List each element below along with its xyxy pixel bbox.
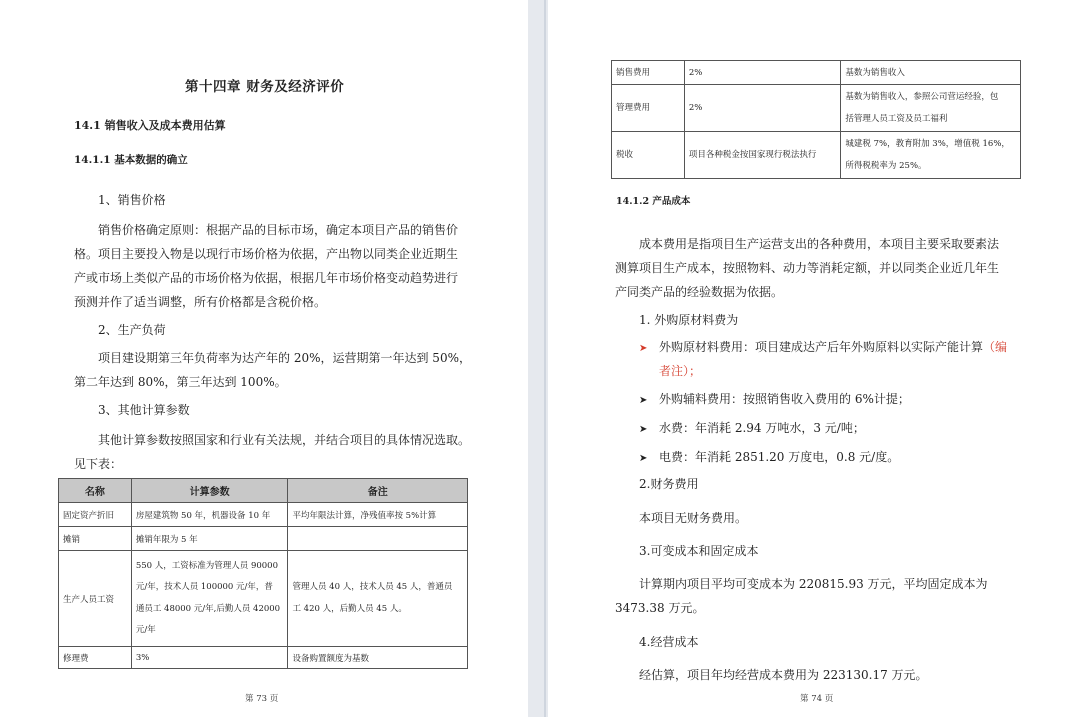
row-note: [841, 85, 1021, 132]
table-row: [59, 527, 468, 551]
sub3-line-2: 3473.38 万元。: [615, 601, 705, 615]
table-row: [59, 551, 468, 647]
row-name: 销售费用: [612, 61, 685, 85]
row-note-line: 括管理人员工资及员工福利: [845, 114, 948, 124]
table-header-note: 备注: [288, 479, 468, 503]
row-param: 摊销年限为 5 年: [131, 527, 288, 551]
arrow-right-icon: ➤: [639, 453, 648, 464]
row-note-line: 工 420 人，后勤人员 45 人。: [292, 603, 407, 614]
row-name: 固定资产折旧: [59, 503, 132, 527]
row-note: 基数为销售收入: [841, 61, 1021, 85]
item3-heading: 3、其他计算参数: [98, 403, 190, 417]
row-param: 2%: [684, 85, 841, 132]
sub4-text: 经估算，项目年均经营成本费用为 223130.17 万元。: [639, 668, 928, 682]
bullet-item: [639, 335, 1007, 362]
page-73: [0, 0, 528, 717]
page-74: [548, 0, 1080, 717]
arrow-right-icon: ➤: [639, 395, 648, 406]
row-param: 项目各种税金按国家现行税法执行: [684, 132, 841, 179]
table-row: [59, 647, 468, 669]
table-row: [59, 503, 468, 527]
row-param-line: 550 人，工资标准为管理人员 90000: [135, 560, 278, 571]
sub3-line-1: 计算期内项目平均可变成本为 220815.93 万元，平均固定成本为: [639, 577, 988, 591]
bullet-text: 外购原材料费用：项目建成达产后年外购原料以实际产能计算: [659, 340, 984, 354]
bullet-text: 外购辅料费用：按照销售收入费用的 6%计提；: [659, 392, 910, 406]
row-note-line: 所得税税率为 25%。: [845, 161, 927, 171]
row-name: 摊销: [59, 527, 132, 551]
row-note: 设备购置额度为基数: [288, 647, 468, 669]
bullet-item: [639, 445, 899, 472]
chapter-title: 第十四章 财务及经济评价: [185, 79, 345, 95]
row-name: 修理费: [59, 647, 132, 669]
row-note-line: 管理人员 40 人，技术人员 45 人，普通员: [292, 582, 453, 592]
parameters-table: [58, 478, 468, 669]
page-number: 第 74 页: [800, 694, 834, 704]
row-note: 平均年限法计算，净残值率按 5%计算: [288, 503, 468, 527]
row-name: 税收: [612, 132, 685, 179]
table-row: [612, 85, 1021, 132]
item3-line-1: 其他计算参数按照国家和行业有关法规，并结合项目的具体情况选取。: [98, 433, 471, 447]
item1-line-4: 预测并作了适当调整，所有价格都是含税价格。: [74, 295, 327, 309]
intro-line-2: 测算项目生产成本，按照物料、动力等消耗定额，并以同类企业近几年生: [615, 261, 1000, 275]
sub4-heading: 4.经营成本: [639, 635, 699, 649]
item1-line-2: 格。项目主要投入物是以现行市场价格为依据，产出物以同类企业近期生: [74, 247, 459, 261]
table-header-param: 计算参数: [131, 479, 288, 503]
item2-line-1: 项目建设期第三年负荷率为达产年的 20%，运营期第一年达到 50%，: [98, 351, 471, 365]
page-gutter: [528, 0, 548, 717]
section-14-1-2-heading: 14.1.2 产品成本: [616, 196, 691, 207]
item2-heading: 2、生产负荷: [98, 323, 166, 337]
row-note: [841, 132, 1021, 179]
row-param: 2%: [684, 61, 841, 85]
row-name: 管理费用: [612, 85, 685, 132]
intro-line-1: 成本费用是指项目生产运营支出的各种费用，本项目主要采取要素法: [639, 237, 1000, 251]
bullet-text: 电费：年消耗 2851.20 万度电，0.8 元/度。: [659, 450, 900, 464]
sub2-text: 本项目无财务费用。: [639, 511, 748, 525]
row-param: [131, 551, 288, 647]
item1-line-1: 销售价格确定原则：根据产品的目标市场，确定本项目产品的销售价: [98, 223, 459, 237]
bullet-item: [639, 387, 910, 414]
item2-line-2: 第二年达到 80%，第三年达到 100%。: [74, 375, 287, 389]
table-row: [612, 61, 1021, 85]
row-note-line: 城建税 7%，教育附加 3%，增值税 16%，: [845, 139, 1010, 149]
bullet-item: [639, 416, 865, 443]
row-param: 3%: [131, 647, 288, 669]
bullet-text: 水费：年消耗 2.94 万吨水，3 元/吨；: [659, 421, 865, 435]
row-param: 房屋建筑物 50 年，机器设备 10 年: [131, 503, 288, 527]
sub2-heading: 2.财务费用: [639, 477, 699, 491]
arrow-right-icon: ➤: [639, 343, 648, 354]
item3-line-2: 见下表：: [74, 457, 123, 471]
row-param-line: 元/年: [135, 625, 156, 635]
parameters-table-continued: [611, 60, 1021, 179]
section-14-1-heading: 14.1 销售收入及成本费用估算: [74, 119, 226, 132]
row-note: [288, 551, 468, 647]
row-param-line: 元/年，技术人员 100000 元/年，普: [135, 582, 273, 592]
row-name: 生产人员工资: [59, 551, 132, 647]
arrow-right-icon: ➤: [639, 424, 648, 435]
page-number: 第 73 页: [245, 694, 279, 704]
row-note-line: 基数为销售收入，参照公司营运经验，包: [845, 92, 999, 102]
table-row: [612, 132, 1021, 179]
sub1-heading: 1. 外购原材料费为: [639, 313, 739, 327]
row-note: [288, 527, 468, 551]
section-14-1-1-heading: 14.1.1 基本数据的确立: [74, 154, 188, 166]
item1-heading: 1、销售价格: [98, 193, 166, 207]
bullet-red-note: （编: [983, 340, 1008, 354]
sub3-heading: 3.可变成本和固定成本: [639, 544, 759, 558]
table-header-name: 名称: [59, 479, 132, 503]
item1-line-3: 产或市场上类似产品的市场价格为依据，根据几年市场价格变动趋势进行: [74, 271, 459, 285]
intro-line-3: 产同类产品的经验数据为依据。: [615, 285, 784, 299]
bullet-red-note-cont: 者注）；: [659, 364, 702, 378]
row-param-line: 通员工 48000 元/年,后勤人员 42000: [135, 603, 281, 614]
